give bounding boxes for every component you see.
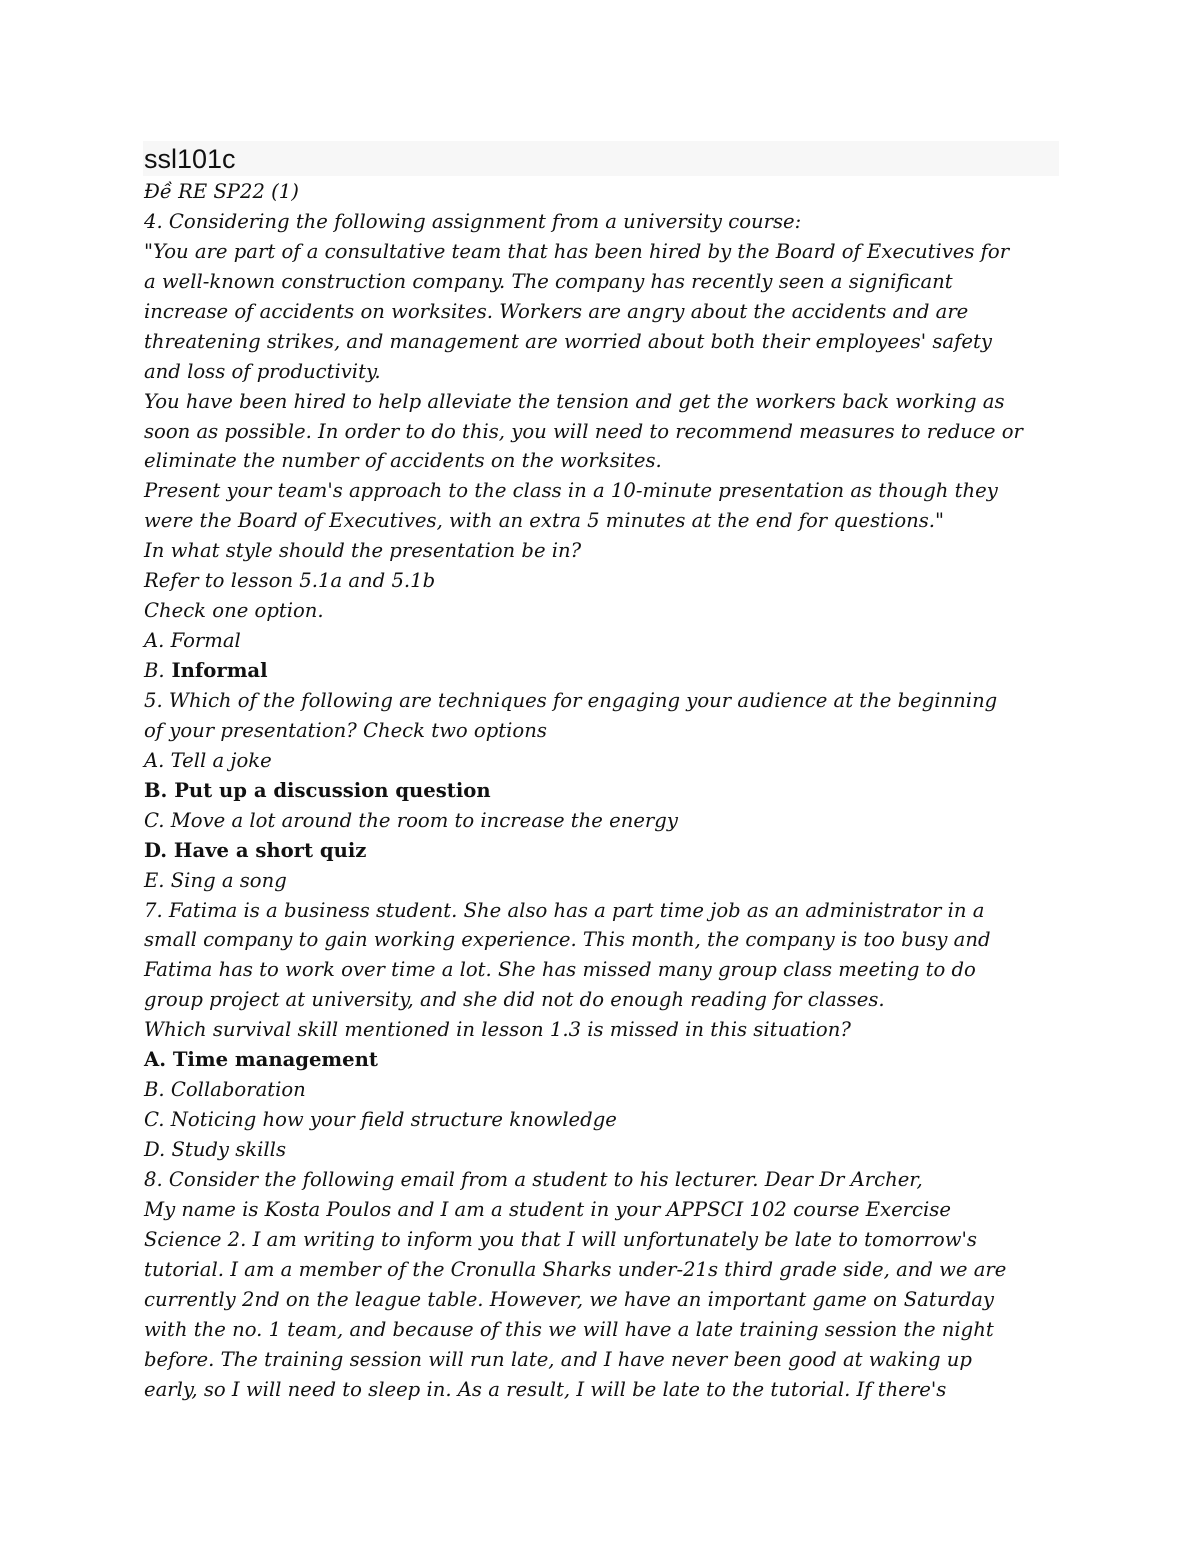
- option-letter: B.: [144, 659, 165, 682]
- text-line: soon as possible. In order to do this, you will need to recommend measures to reduce or: [144, 419, 1023, 443]
- title-highlight-bar: [143, 141, 1059, 176]
- text-line: D. Study skills: [144, 1138, 287, 1161]
- document-title: ssl101c: [144, 144, 236, 174]
- text-line: B. Put up a discussion question: [144, 778, 491, 802]
- text-line: E. Sing a song: [144, 868, 287, 892]
- text-line: group project at university, and she did not do enough reading for classes.: [144, 988, 885, 1012]
- text-line: of your presentation? Check two options: [144, 718, 547, 742]
- text-line: In what style should the presentation be in?: [144, 539, 582, 563]
- text-line: early, so I will need to sleep in. As a result, I will be late to the tutorial. If there's: [144, 1377, 947, 1401]
- text-line: 5. Which of the following are techniques for engaging your audience at the beginning: [144, 688, 998, 712]
- text-line: small company to gain working experience. This month, the company is too busy and: [144, 928, 991, 952]
- text-line: Refer to lesson 5.1a and 5.1b: [144, 569, 436, 593]
- text-line: C. Noticing how your field structure knowledge: [144, 1108, 617, 1132]
- text-line: Fatima has to work over time a lot. She has missed many group class meeting to do: [144, 958, 976, 982]
- text-line: My name is Kosta Poulos and I am a student in your APPSCI 102 course Exercise: [144, 1197, 951, 1221]
- text-line: A. Formal: [144, 629, 241, 653]
- text-line: before. The training session will run late, and I have never been good at waking up: [144, 1347, 972, 1371]
- text-line: 4. Considering the following assignment from a university course:: [144, 209, 802, 233]
- text-line: "You are part of a consultative team that has been hired by the Board of Executives for: [144, 239, 1010, 263]
- text-line: eliminate the number of accidents on the worksites.: [144, 449, 662, 473]
- document-body: [144, 177, 1074, 1404]
- text-line: D. Have a short quiz: [144, 838, 367, 862]
- text-line: 7. Fatima is a business student. She also has a part time job as an administrator in a: [144, 898, 985, 922]
- text-line: You have been hired to help alleviate the tension and get the workers back working as: [144, 389, 1005, 413]
- text-line: with the no. 1 team, and because of this we will have a late training session the night: [144, 1317, 994, 1341]
- text-line: increase of accidents on worksites. Workers are angry about the accidents and are: [144, 299, 969, 323]
- text-line: Đề RE SP22 (1): [144, 180, 299, 203]
- text-line: currently 2nd on the league table. However, we have an important game on Saturday: [144, 1287, 995, 1311]
- text-line: tutorial. I am a member of the Cronulla Sharks under-21s third grade side, and we are: [144, 1257, 1007, 1281]
- text-line: a well-known construction company. The company has recently seen a significant: [144, 269, 953, 293]
- text-line: A. Tell a joke: [144, 748, 272, 772]
- text-line: threatening strikes, and management are worried about both their employees' safety: [144, 329, 992, 353]
- text-line: B. Collaboration: [144, 1078, 306, 1102]
- text-line: A. Time management: [144, 1048, 378, 1072]
- text-line: Check one option.: [144, 599, 324, 623]
- text-line: C. Move a lot around the room to increase the energy: [144, 808, 678, 832]
- text-line: were the Board of Executives, with an extra 5 minutes at the end for questions.": [144, 509, 945, 533]
- text-line: Science 2. I am writing to inform you that I will unfortunately be late to tomorrow's: [144, 1227, 977, 1251]
- option-answer: Informal: [164, 659, 268, 682]
- text-line: and loss of productivity.: [144, 359, 381, 383]
- text-line: Present your team's approach to the class in a 10-minute presentation as though they: [144, 479, 998, 503]
- text-line: [144, 656, 1074, 686]
- text-line: 8. Consider the following email from a student to his lecturer. Dear Dr Archer,: [144, 1167, 923, 1191]
- text-line: Which survival skill mentioned in lesson 1.3 is missed in this situation?: [144, 1018, 851, 1042]
